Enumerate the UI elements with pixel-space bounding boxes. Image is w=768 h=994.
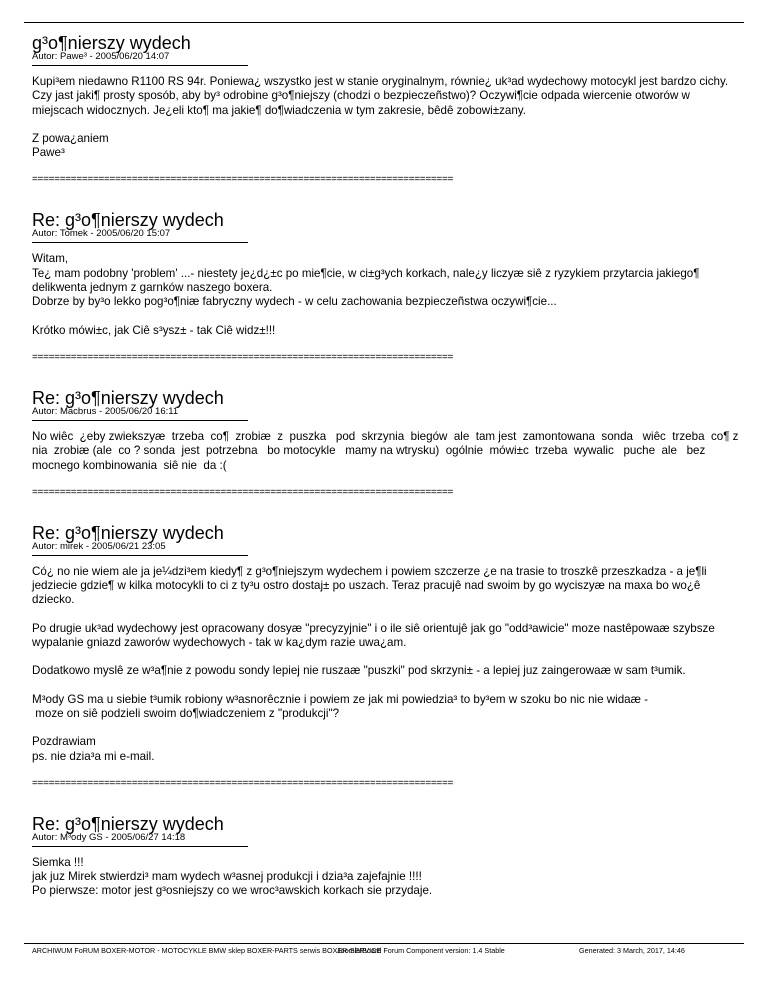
post-paragraph: Kupi³em niedawno R1100 RS 94r. Poniewa¿ wszystko jest w stanie oryginalnym, równie¿ uk³ad wydechowy motocykl jest bardzo cichy. Czy jast jaki¶ prosty sposób, aby by³ odrobine g³o¶niejszy (chodzi o bezpieczeñstwo)? Oczywi¶cie odpada wiercenie otworów w miejscach widocznych. Je¿eli kto¶ ma jakie¶ do¶wiadczenia w tym zakresie, bêdê zobowi±zany. xyxy=(32,75,732,117)
post-paragraph: Po drugie uk³ad wydechowy jest opracowany dosyæ "precyzyjnie" i o ile siê orientujê jak go "odd³awicie" moze nastêpowaæ szybsze wypalanie gniazd zaworów wydechowych - tak w ka¿dym razie uwa¿am. xyxy=(32,621,719,650)
post-author-date: Autor: mirek - 2005/06/21 23:05 xyxy=(32,540,166,552)
thread-content xyxy=(32,34,742,913)
post-title: Re: g³o¶nierszy wydech xyxy=(32,522,224,543)
post-paragraph: Krótko mówi±c, jak Ciê s³ysz± - tak Ciê widz±!!! xyxy=(32,323,276,337)
post-author-date: Autor: Tomek - 2005/06/20 15:07 xyxy=(32,228,171,240)
post-body xyxy=(32,856,742,899)
post-author-date: Autor: Pawe³ - 2005/06/20 14:07 xyxy=(32,51,170,62)
post-separator: ============================================================================ xyxy=(32,351,454,363)
meta-divider xyxy=(32,846,248,847)
post-paragraph: Có¿ no nie wiem ale ja je¼dzi³em kiedy¶ z g³o¶niejszym wydechem i powiem szczerze ¿e na trasie to troszkê przeszkadza - a je¶li jedziecie gdzie¶ w kilka motocykli to ci z ty³u ostro dostaj± po uszach. Teraz pracujê nad swoim by go wyciszyæ na maxa bo wo¿ê dziecko. xyxy=(32,564,710,607)
post-title: Re: g³o¶nierszy wydech xyxy=(32,813,224,834)
post-paragraph: Pozdrawiam ps. nie dzia³a mi e-mail. xyxy=(32,735,155,763)
post-paragraph: Siemka !!! jak juz Mirek stwierdzi³ mam wydech w³asnej produkcji i dzia³a zajefajnie !!!! Po pierwsze: motor jest g³osniejszy co we wroc³awskich korkach sie przydaje. xyxy=(32,855,433,898)
post-paragraph: No wiêc ¿eby zwiekszyæ trzeba co¶ zrobiæ z puszka pod skrzynia biegów ale tam jest zamontowana sonda wiêc trzeba co¶ z nia zrobiæ (ale co ? sonda jest potrzebna bo motocykle mamy na wtrysku) ogólnie mówi±c trzeba wywalic puche ale bez mocnego kombinowania siê nie da :( xyxy=(32,429,742,472)
post-separator: ============================================================================ xyxy=(32,486,454,498)
post-title: Re: g³o¶nierszy wydech xyxy=(32,210,224,231)
post-paragraph: Z powa¿aniem Pawe³ xyxy=(32,131,109,160)
post-paragraph: Witam, Te¿ mam podobny 'problem' ...- niestety je¿d¿±c po mie¶cie, w ci±g³ych korkach, nale¿y liczyæ siê z ryzykiem przytarcia jakiego¶ delikwenta jednym z garnków naszego boxera. Dobrze by by³o lekko pog³o¶niæ fabryczny wydech - w celu zachowania bezpieczeñstwa oczywi¶cie... xyxy=(32,252,700,309)
post-title: Re: g³o¶nierszy wydech xyxy=(32,387,224,408)
post-body xyxy=(32,75,742,160)
post-2 xyxy=(32,211,742,362)
footer-generated: Generated: 3 March, 2017, 14:46 xyxy=(579,946,685,955)
post-author-date: Autor: M³ody GS - 2005/06/27 14:18 xyxy=(32,831,186,843)
top-rule xyxy=(24,22,744,23)
meta-divider xyxy=(32,555,248,556)
post-separator: ============================================================================ xyxy=(32,174,454,186)
meta-divider xyxy=(32,242,248,243)
post-body xyxy=(32,565,742,764)
post-body xyxy=(32,252,742,337)
post-paragraph: M³ody GS ma u siebie t³umik robiony w³asnorêcznie i powiem ze jak mi powiedzia³ to by³em w szoku bo nic nie widaæ - moze on siê podzieli swoim do¶wiadczeniem z "produkcji"? xyxy=(32,692,648,720)
meta-divider xyxy=(32,420,248,421)
page-footer xyxy=(24,943,744,955)
post-title: g³o¶nierszy wydech xyxy=(32,33,191,53)
post-paragraph: Dodatkowo myslê ze w³a¶nie z powodu sondy lepiej nie ruszaæ "puszki" pod skrzyni± - a lepiej juz zaingerowaæ w sam t³umik. xyxy=(32,664,686,678)
post-5 xyxy=(32,815,742,899)
post-1 xyxy=(32,34,742,185)
post-body xyxy=(32,430,742,473)
post-4 xyxy=(32,524,742,789)
footer-source: ARCHIWUM FoRUM BOXER-MOTOR - MOTOCYKLE BMW sklep BOXER-PARTS serwis BOXER-SERVICE xyxy=(32,946,382,955)
post-separator: ============================================================================ xyxy=(32,777,454,789)
meta-divider xyxy=(32,65,248,66)
footer-component: Joomla!Board Forum Component version: 1.4 Stable xyxy=(337,946,505,955)
post-3 xyxy=(32,389,742,498)
post-author-date: Autor: Macbrus - 2005/06/20 16:11 xyxy=(32,405,179,417)
